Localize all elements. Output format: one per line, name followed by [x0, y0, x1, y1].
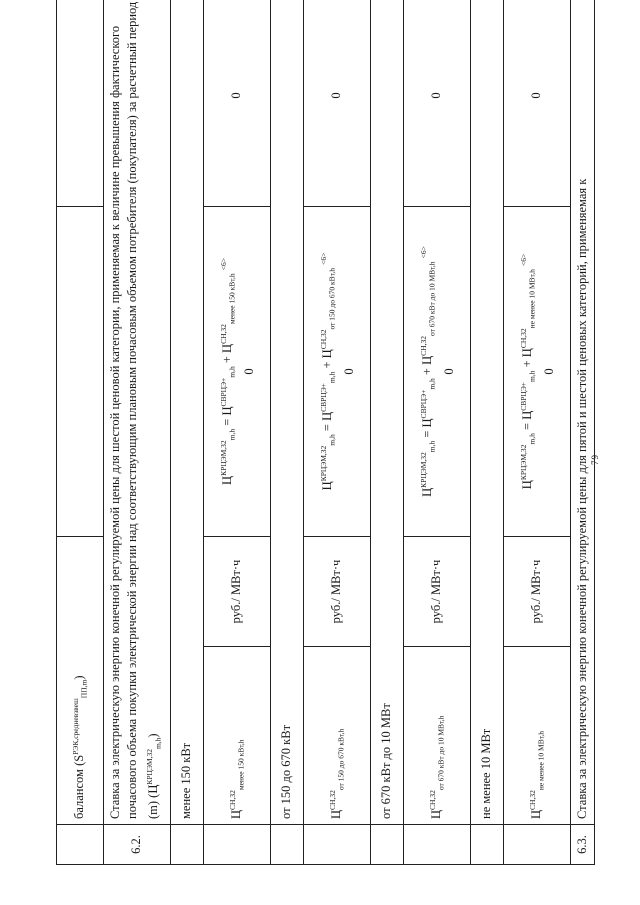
row-description: Ставка за электрическую энергию конечной регулируемой цены для пятой и шестой ценовых категорий, применяемая к	[570, 0, 594, 825]
subgroup-heading: от 670 кВт до 10 МВт	[370, 0, 403, 825]
formula-expression: $Ц^{КРЦЭМ,32}_{m,h} = Ц^{СВРЦЭ+}_{m,h} + Ц^{СН,32}_{от 150 до 670 кВт,h}$ $^{<6>}$	[319, 252, 337, 491]
cell-empty	[170, 825, 203, 865]
row-number: 6.2.	[104, 825, 171, 865]
formula-value: 0	[541, 368, 556, 375]
table-row-heading	[370, 0, 403, 865]
cell-empty	[403, 825, 470, 865]
cell-empty	[57, 825, 104, 865]
row-number: 6.3.	[570, 825, 594, 865]
subgroup-heading: от 150 до 670 кВт	[270, 0, 303, 825]
unit-cell: руб./ МВт·ч	[203, 537, 270, 647]
price-symbol: $Ц^{СН,32}_{от 670 кВт до 10 МВт,h}$	[403, 647, 470, 825]
table-row-heading	[270, 0, 303, 865]
cell-empty	[203, 825, 270, 865]
unit-cell: руб./ МВт·ч	[303, 537, 370, 647]
table-row-balance	[57, 0, 104, 865]
formula-expression: $Ц^{КРЦЭМ,32}_{m,h} = Ц^{СВРЦЭ+}_{m,h} + Ц^{СН,32}_{не менее 10 МВт,h}$ $^{<6>}$	[519, 253, 537, 490]
value-cell: 0	[303, 0, 370, 207]
cell-empty	[57, 0, 104, 207]
price-symbol: $Ц^{СН,32}_{от 150 до 670 кВт,h}$	[303, 647, 370, 825]
formula-value: 0	[441, 368, 456, 375]
cell-balance: балансом $(S^{РЭК,средневзвеш}_{ПП,m})$	[57, 537, 104, 825]
formula-cell	[403, 207, 470, 537]
unit-cell: руб./ МВт·ч	[503, 537, 570, 647]
formula-value: 0	[341, 368, 356, 375]
price-symbol: $Ц^{СН,32}_{менее 150 кВт,h}$	[203, 647, 270, 825]
cell-empty	[303, 825, 370, 865]
value-cell: 0	[403, 0, 470, 207]
price-symbol: $Ц^{СН,32}_{не менее 10 МВт,h}$	[503, 647, 570, 825]
cell-empty	[503, 825, 570, 865]
tariff-table	[56, 0, 595, 865]
formula-expression: $Ц^{КРЦЭМ,32}_{m,h} = Ц^{СВРЦЭ+}_{m,h} + Ц^{СН,32}_{от 670 кВт до 10 МВт,h}$ $^{<6>}$	[419, 246, 437, 497]
cell-empty	[270, 825, 303, 865]
table-row-heading	[170, 0, 203, 865]
subgroup-heading: не менее 10 МВт	[470, 0, 503, 825]
table-row-6-2	[104, 0, 171, 865]
formula-cell	[503, 207, 570, 537]
table-row-formula	[403, 0, 470, 865]
cell-empty	[470, 825, 503, 865]
subgroup-heading: менее 150 кВт	[170, 0, 203, 825]
unit-cell: руб./ МВт·ч	[403, 537, 470, 647]
formula-expression: $Ц^{КРЦЭМ,32}_{m,h} = Ц^{СВРЦЭ+}_{m,h} + Ц^{СН,32}_{менее 150 кВт,h}$ $^{<6>}$	[219, 258, 237, 485]
table-row-formula	[503, 0, 570, 865]
formula-cell	[303, 207, 370, 537]
value-cell: 0	[503, 0, 570, 207]
cell-empty	[57, 207, 104, 537]
page-number: 79	[590, 454, 600, 465]
value-cell: 0	[203, 0, 270, 207]
formula-cell	[203, 207, 270, 537]
table-row-formula	[303, 0, 370, 865]
table-row-6-3	[570, 0, 594, 865]
table-row-formula	[203, 0, 270, 865]
cell-empty	[370, 825, 403, 865]
table-row-heading	[470, 0, 503, 865]
formula-value: 0	[241, 368, 256, 375]
row-description: Ставка за электрическую энергию конечной регулируемой цены для шестой ценовой категории, применяемая к величине превышения фактического почасового объема покупки электрической энергии над соответствующим плановым почасовым объемом потребителя (покупателя) за расчетный период (m) $(Ц^{КРЦЭМ,32}_{m,h})$	[104, 0, 171, 825]
